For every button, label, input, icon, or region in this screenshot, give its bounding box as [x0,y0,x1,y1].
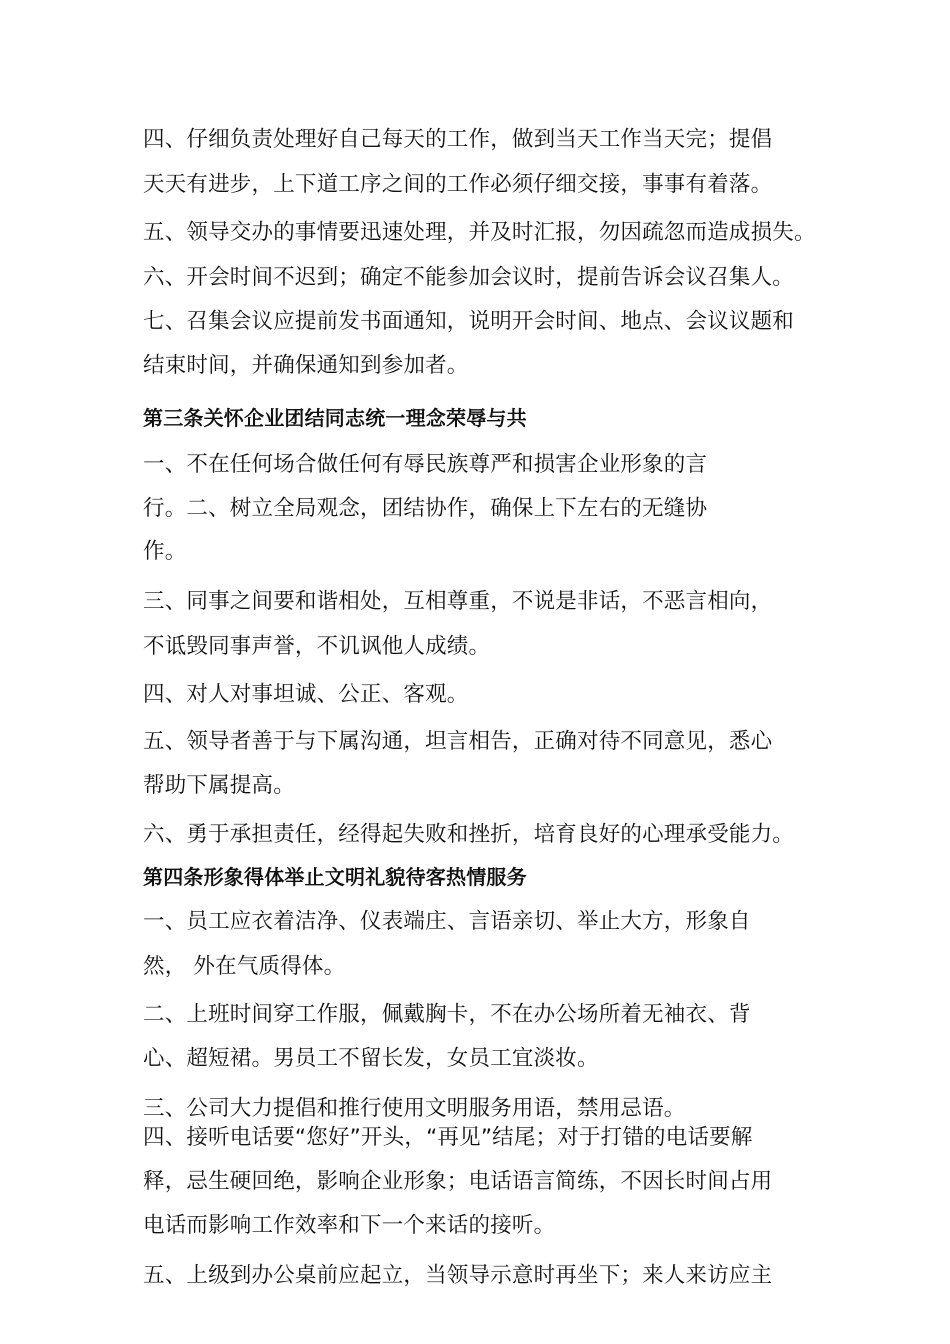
text-line: 电话而影响工作效率和下一个来话的接听。 [143,1213,556,1238]
section-heading: 第四条形象得体举止文明礼貌待客热情服务 [143,865,527,889]
text-line: 释，忌生硬回绝，影响企业形象；电话语言简练，不因长时间占用 [143,1169,773,1194]
text-line: 行。二、树立全局观念，团结协作，确保上下左右的无缝协 [143,496,708,521]
text-line: 天天有进步，上下道工序之间的工作必须仔细交接，事事有着落。 [143,172,773,197]
text-line: 六、开会时间不迟到；确定不能参加会议时，提前告诉会议召集人。 [143,265,795,290]
text-line: 四、接听电话要“您好”开头，“再见”结尾；对于打错的电话要解 [143,1125,753,1150]
text-line: 五、上级到办公桌前应起立，当领导示意时再坐下；来人来访应主 [143,1263,773,1288]
text-line: 心、超短裙。男员工不留长发，女员工宜淡妆。 [143,1046,599,1071]
text-line: 一、员工应衣着洁净、仪表端庄、言语亲切、举止大方，形象自 [143,909,751,934]
text-line: 三、公司大力提倡和推行使用文明服务用语，禁用忌语。 [143,1096,686,1121]
text-line: 二、上班时间穿工作服，佩戴胸卡，不在办公场所着无袖衣、背 [143,1002,751,1027]
section-heading: 第三条关怀企业团结同志统一理念荣辱与共 [143,406,527,430]
text-line: 四、对人对事坦诚、公正、客观。 [143,682,469,707]
text-line: 五、领导者善于与下属沟通，坦言相告，正确对待不同意见，悉心 [143,729,773,754]
text-line: 三、同事之间要和谐相处，互相尊重，不说是非话，不恶言相向， [143,589,773,614]
text-line: 作。 [143,539,187,564]
text-line: 不诋毁同事声誉，不讥讽他人成绩。 [143,634,491,659]
text-line: 六、勇于承担责任，经得起失败和挫折，培育良好的心理承受能力。 [143,822,795,847]
text-line: 帮助下属提高。 [143,773,295,798]
text-line: 一、不在任何场合做任何有辱民族尊严和损害企业形象的言 [143,452,708,477]
text-line: 四、仔细负责处理好自己每天的工作，做到当天工作当天完；提倡 [143,127,773,152]
text-line: 然， 外在气质得体。 [143,954,346,979]
text-line: 结束时间，并确保通知到参加者。 [143,353,469,378]
text-line: 五、领导交办的事情要迅速处理，并及时汇报，勿因疏忽而造成损失。 [143,220,816,245]
text-line: 七、召集会议应提前发书面通知，说明开会时间、地点、会议议题和 [143,309,795,334]
